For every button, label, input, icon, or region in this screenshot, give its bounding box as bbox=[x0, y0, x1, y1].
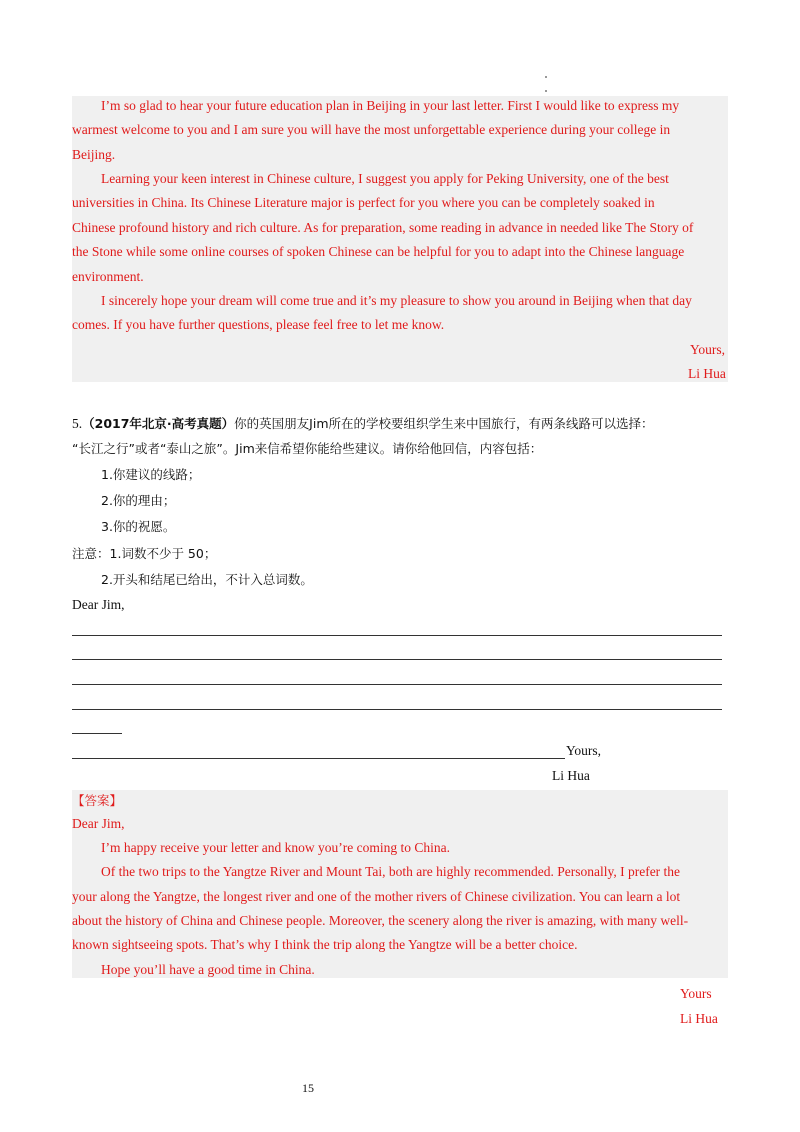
answer-line: I’m happy receive your letter and know you’re coming to China. bbox=[101, 840, 451, 855]
note-item: 1.词数不少于 50； bbox=[109, 546, 217, 561]
answer-line: I’m so glad to hear your future education plan in Beijing in your last letter. First I would like to express my bbox=[101, 98, 680, 113]
answer-line: Hope you’ll have a good time in China. bbox=[101, 962, 315, 977]
writing-line[interactable] bbox=[72, 758, 565, 759]
answer-line: environment. bbox=[72, 269, 144, 284]
decorative-dot bbox=[545, 90, 547, 92]
writing-line[interactable] bbox=[72, 733, 122, 734]
letter-closing: Yours, bbox=[566, 743, 602, 758]
answer-line: universities in China. Its Chinese Literature major is perfect for you where you can be completely soaked in bbox=[72, 195, 655, 210]
answer-line: I sincerely hope your dream will come true and it’s my pleasure to show you around in Beijing when that day bbox=[101, 293, 692, 308]
answer-line: comes. If you have further questions, please feel free to let me know. bbox=[72, 317, 445, 332]
writing-line[interactable] bbox=[72, 709, 722, 710]
answer-signature: Li Hua bbox=[688, 366, 726, 381]
page-number: 15 bbox=[302, 1081, 314, 1095]
answer-closing: Yours bbox=[680, 986, 712, 1001]
letter-salutation: Dear Jim, bbox=[72, 597, 125, 612]
answer-line: Beijing. bbox=[72, 147, 116, 162]
note-item: 2.开头和结尾已给出，不计入总词数。 bbox=[101, 572, 313, 587]
answer-line: warmest welcome to you and I am sure you will have the most unforgettable experience during your college in bbox=[72, 122, 671, 137]
answer-signature: Li Hua bbox=[680, 1011, 718, 1026]
question-stem-line-2: “长江之行”或者“泰山之旅”。Jim来信希望你能给些建议。请你给他回信，内容包括： bbox=[72, 441, 543, 456]
answer-line: Chinese profound history and rich culture. As for preparation, some reading in advance in needed like The Story of bbox=[72, 220, 694, 235]
question-source: （2017年北京·高考真题） bbox=[82, 416, 235, 431]
writing-line[interactable] bbox=[72, 684, 722, 685]
question-item: 2.你的理由； bbox=[101, 493, 176, 508]
answer-line: your along the Yangtze, the longest river and one of the mother rivers of Chinese civilization. You can learn a lot bbox=[72, 889, 681, 904]
letter-signature: Li Hua bbox=[552, 768, 590, 783]
note-label: 注意： bbox=[72, 546, 110, 561]
answer-line: known sightseeing spots. That’s why I think the trip along the Yangtze will be a better choice. bbox=[72, 937, 578, 952]
question-number: 5. bbox=[72, 416, 83, 431]
question-note bbox=[72, 545, 216, 563]
question-item: 1.你建议的线路； bbox=[101, 467, 201, 482]
answer-line: Learning your keen interest in Chinese culture, I suggest you apply for Peking University, one of the best bbox=[101, 171, 669, 186]
question-stem: 你的英国朋友Jim所在的学校要组织学生来中国旅行，有两条线路可以选择： bbox=[234, 416, 654, 431]
question-item: 3.你的祝愿。 bbox=[101, 519, 176, 534]
writing-line[interactable] bbox=[72, 635, 722, 636]
answer-line: about the history of China and Chinese people. Moreover, the scenery along the river is amazing, with many well- bbox=[72, 913, 689, 928]
writing-line[interactable] bbox=[72, 659, 722, 660]
answer-salutation: Dear Jim, bbox=[72, 816, 125, 831]
answer-closing: Yours, bbox=[690, 342, 726, 357]
answer-label: 【答案】 bbox=[72, 793, 123, 808]
answer-line: the Stone while some online courses of spoken Chinese can be helpful for you to adapt into the Chinese language bbox=[72, 244, 685, 259]
question-stem-line-1 bbox=[72, 415, 654, 433]
decorative-dot bbox=[545, 76, 547, 78]
answer-line: Of the two trips to the Yangtze River and Mount Tai, both are highly recommended. Personally, I prefer the bbox=[101, 864, 681, 879]
